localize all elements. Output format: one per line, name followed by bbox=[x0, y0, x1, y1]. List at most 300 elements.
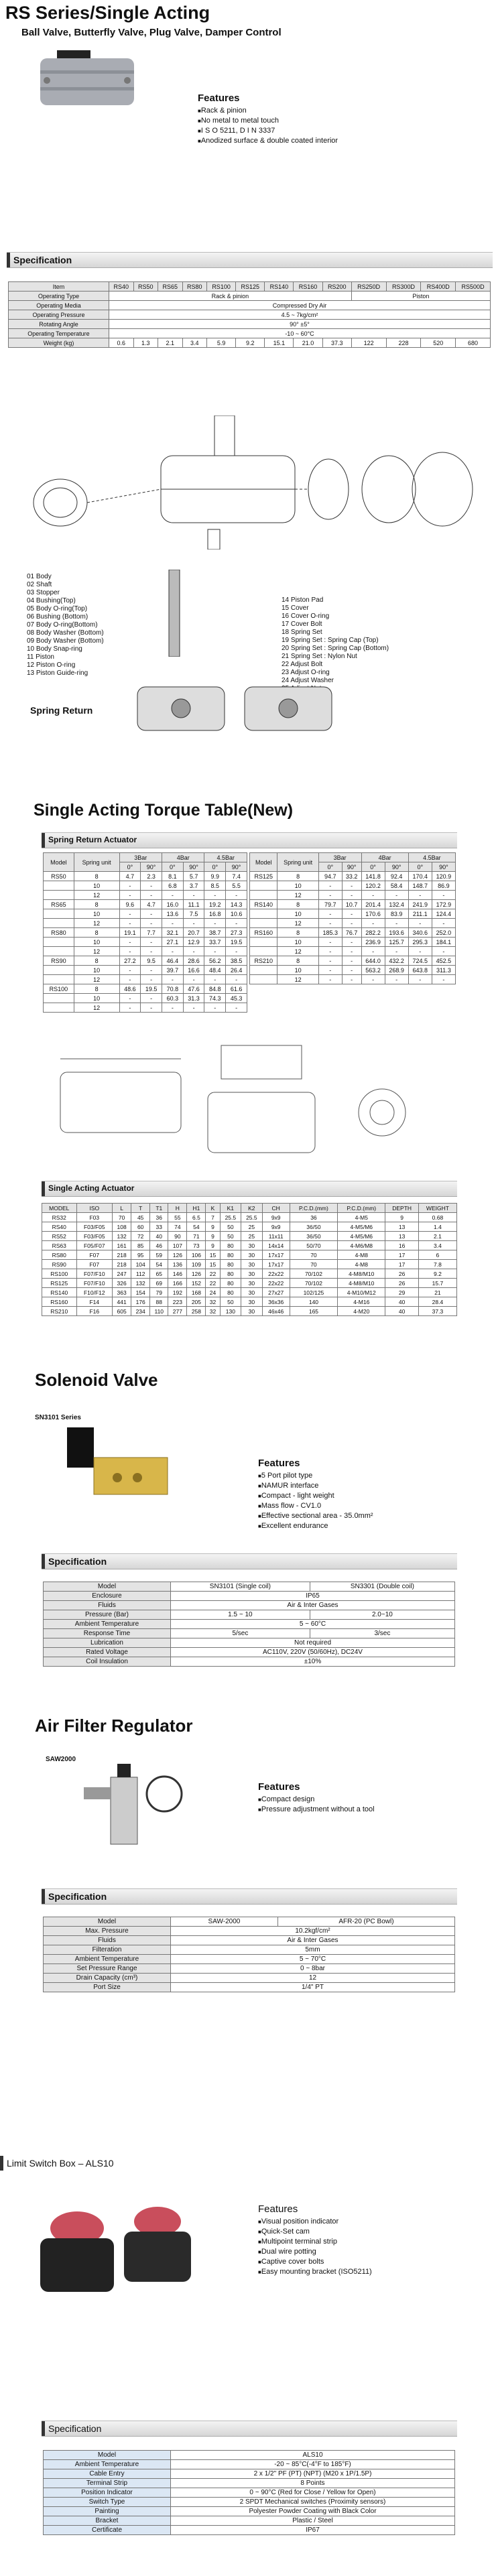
cell: 1.5 ~ 10 bbox=[171, 1610, 310, 1620]
cell: 311.3 bbox=[432, 966, 455, 975]
cell: F05/F07 bbox=[76, 1241, 113, 1250]
cell: 0.68 bbox=[418, 1213, 456, 1222]
cell: 83.9 bbox=[385, 909, 408, 919]
cell: - bbox=[119, 966, 141, 975]
torque-table-right bbox=[249, 852, 456, 984]
cell: 126 bbox=[168, 1250, 187, 1260]
part-label: 11 Piston bbox=[27, 653, 54, 661]
cell: - bbox=[119, 919, 141, 928]
cell bbox=[44, 1003, 74, 1013]
cell: 9 bbox=[206, 1232, 220, 1241]
cell: RS100 bbox=[207, 282, 236, 292]
cell: 132 bbox=[131, 1279, 150, 1288]
cell: 5 ~ 70°C bbox=[171, 1955, 455, 1964]
part-label: 01 Body bbox=[27, 573, 52, 580]
feature-item: ■ Rack & pinion bbox=[198, 106, 338, 116]
cell: 165 bbox=[290, 1307, 337, 1316]
cell: Operating Pressure bbox=[9, 310, 109, 320]
cell: 0° bbox=[162, 862, 183, 872]
cell: Fluids bbox=[44, 1601, 171, 1610]
cell: 17x17 bbox=[262, 1260, 290, 1269]
cell: - bbox=[318, 881, 342, 891]
cell: 7.8 bbox=[418, 1260, 456, 1269]
cell: SAW-2000 bbox=[171, 1917, 278, 1927]
cell: 30 bbox=[241, 1250, 263, 1260]
cell bbox=[44, 881, 74, 891]
cell: 9.6 bbox=[119, 900, 141, 909]
cell: 13.6 bbox=[162, 909, 183, 919]
cell: 11x11 bbox=[262, 1232, 290, 1241]
cell: 15.1 bbox=[265, 338, 294, 348]
cell: 8.5 bbox=[204, 881, 226, 891]
rs-title: RS Series/Single Acting bbox=[5, 3, 210, 23]
cell: 4-M5/M6 bbox=[338, 1222, 385, 1232]
cell: 192 bbox=[168, 1288, 187, 1297]
cell: 22x22 bbox=[262, 1269, 290, 1279]
cell: 12 bbox=[277, 947, 318, 956]
cell bbox=[250, 938, 277, 947]
cell: 90° ±5° bbox=[109, 320, 491, 329]
cell: Cable Entry bbox=[44, 2469, 171, 2479]
cell: Painting bbox=[44, 2507, 171, 2516]
cell: - bbox=[385, 947, 408, 956]
cell: 102/125 bbox=[290, 1288, 337, 1297]
cell: 7 bbox=[206, 1213, 220, 1222]
cell: 166 bbox=[168, 1279, 187, 1288]
cell: 19.5 bbox=[226, 938, 247, 947]
cell: RS50 bbox=[44, 872, 74, 881]
dimension-table bbox=[42, 1203, 457, 1316]
cell: Terminal Strip bbox=[44, 2479, 171, 2488]
cell: 9.2 bbox=[418, 1269, 456, 1279]
cell: Compressed Dry Air bbox=[109, 301, 491, 310]
cell: 36 bbox=[150, 1213, 168, 1222]
cell: K1 bbox=[220, 1204, 241, 1213]
cell: 33.7 bbox=[204, 938, 226, 947]
cell: 48.4 bbox=[204, 966, 226, 975]
cell: 141.8 bbox=[361, 872, 385, 881]
features-heading: Features bbox=[198, 92, 240, 104]
cell: 126 bbox=[187, 1269, 206, 1279]
cell: 10 bbox=[74, 966, 119, 975]
cell: RS90 bbox=[42, 1260, 77, 1269]
cell: 161 bbox=[113, 1241, 131, 1250]
cell: 16.8 bbox=[204, 909, 226, 919]
air-features bbox=[258, 1783, 375, 1815]
cell: - bbox=[119, 909, 141, 919]
part-label: 24 Adjust Washer bbox=[282, 677, 334, 684]
cell: Ambient Temperature bbox=[44, 1620, 171, 1629]
cell: CH bbox=[262, 1204, 290, 1213]
cell: 4-M8/M10 bbox=[338, 1269, 385, 1279]
cell: Ambient Temperature bbox=[44, 1955, 171, 1964]
cell: Model bbox=[44, 1917, 171, 1927]
cell: 25.5 bbox=[241, 1213, 263, 1222]
cell: - bbox=[226, 947, 247, 956]
cell: 8 bbox=[74, 872, 119, 881]
cell: 24 bbox=[206, 1288, 220, 1297]
cell: 50 bbox=[220, 1232, 241, 1241]
cell: 22 bbox=[206, 1279, 220, 1288]
cell bbox=[44, 919, 74, 928]
cell: 148.7 bbox=[408, 881, 432, 891]
cell: 185.3 bbox=[318, 928, 342, 938]
cell: 60 bbox=[131, 1222, 150, 1232]
cell: 140 bbox=[290, 1297, 337, 1307]
cell: 282.2 bbox=[361, 928, 385, 938]
cell: Spring unit bbox=[277, 853, 318, 872]
cell: 4-M8/M10 bbox=[338, 1279, 385, 1288]
cell: RS100 bbox=[44, 984, 74, 994]
cell: 70.8 bbox=[162, 984, 183, 994]
cell: 79 bbox=[150, 1288, 168, 1297]
cell: 19.2 bbox=[204, 900, 226, 909]
cell: 14x14 bbox=[262, 1241, 290, 1250]
cell: 9.5 bbox=[141, 956, 162, 966]
cell: 432.2 bbox=[385, 956, 408, 966]
cell: Piston bbox=[351, 292, 490, 301]
cell: Model bbox=[44, 853, 74, 872]
cell: RS160 bbox=[250, 928, 277, 938]
cell: F14 bbox=[76, 1297, 113, 1307]
cell: 37.3 bbox=[322, 338, 351, 348]
cell: 680 bbox=[456, 338, 491, 348]
cell: Not required bbox=[171, 1638, 455, 1648]
cell bbox=[44, 994, 74, 1003]
cell: - bbox=[226, 891, 247, 900]
cell: 17 bbox=[385, 1250, 418, 1260]
cell: F03/F05 bbox=[76, 1232, 113, 1241]
cell: 90° bbox=[385, 862, 408, 872]
cell: RS125 bbox=[42, 1279, 77, 1288]
cell: 25 bbox=[241, 1222, 263, 1232]
ls-spec-table bbox=[43, 2450, 455, 2535]
cell bbox=[250, 919, 277, 928]
part-label: 23 Adjust O-ring bbox=[282, 669, 330, 676]
cell: RS200 bbox=[322, 282, 351, 292]
cell: 104 bbox=[131, 1260, 150, 1269]
cell: - bbox=[318, 891, 342, 900]
cell: 32.1 bbox=[162, 928, 183, 938]
cell: 9 bbox=[206, 1241, 220, 1250]
cell: 0° bbox=[119, 862, 141, 872]
cell: SN3101 (Single coil) bbox=[171, 1582, 310, 1592]
cell: 7.5 bbox=[183, 909, 204, 919]
cell: 125.7 bbox=[385, 938, 408, 947]
cell: 4.5Bar bbox=[408, 853, 455, 862]
parts-list-left bbox=[27, 573, 104, 678]
solenoid-title: Solenoid Valve bbox=[35, 1370, 158, 1390]
cell: - bbox=[183, 919, 204, 928]
cell: RS300D bbox=[386, 282, 421, 292]
cell: 0° bbox=[204, 862, 226, 872]
cell: 61.6 bbox=[226, 984, 247, 994]
cell: F10/F12 bbox=[76, 1288, 113, 1297]
torque-title: Single Acting Torque Table(New) bbox=[34, 801, 294, 820]
cell: - bbox=[432, 891, 455, 900]
cell: 4.7 bbox=[119, 872, 141, 881]
part-label: 02 Shaft bbox=[27, 581, 52, 588]
cell: 25 bbox=[241, 1232, 263, 1241]
cell: 146 bbox=[168, 1269, 187, 1279]
cell: F07 bbox=[76, 1260, 113, 1269]
cell: 9 bbox=[385, 1213, 418, 1222]
cell: - bbox=[361, 975, 385, 984]
feature-item: ■ No metal to metal touch bbox=[198, 116, 338, 126]
cell: 19.5 bbox=[141, 984, 162, 994]
cell: 120.2 bbox=[361, 881, 385, 891]
cell: 12 bbox=[74, 947, 119, 956]
part-label: 06 Bushing (Bottom) bbox=[27, 613, 88, 621]
cell: Certificate bbox=[44, 2526, 171, 2535]
cell: 120.9 bbox=[432, 872, 455, 881]
cell: 6 bbox=[418, 1250, 456, 1260]
cell: 8 bbox=[277, 956, 318, 966]
cell: 340.6 bbox=[408, 928, 432, 938]
cell: RS210 bbox=[250, 956, 277, 966]
cell: - bbox=[318, 966, 342, 975]
cell: RS65 bbox=[44, 900, 74, 909]
feature-item: ■ Dual wire potting bbox=[258, 2247, 372, 2257]
ls-spec-bar: Specification bbox=[42, 2421, 457, 2437]
cell: 136 bbox=[168, 1260, 187, 1269]
cell: 90° bbox=[141, 862, 162, 872]
part-label: 16 Cover O-ring bbox=[282, 613, 330, 620]
cell: 90° bbox=[432, 862, 455, 872]
cell: 5mm bbox=[171, 1945, 455, 1955]
solenoid-features bbox=[258, 1459, 373, 1531]
cell: RS125 bbox=[250, 872, 277, 881]
feature-item: ■ Compact - light weight bbox=[258, 1491, 373, 1501]
cell: 22 bbox=[206, 1269, 220, 1279]
shaft-drawing bbox=[161, 570, 188, 657]
cell: RS80 bbox=[42, 1250, 77, 1260]
cell: 441 bbox=[113, 1297, 131, 1307]
cell: - bbox=[141, 891, 162, 900]
cell: 16.0 bbox=[162, 900, 183, 909]
cell: 37.3 bbox=[418, 1307, 456, 1316]
cell: - bbox=[141, 881, 162, 891]
cell: 92.4 bbox=[385, 872, 408, 881]
cell: 277 bbox=[168, 1307, 187, 1316]
cell: 13 bbox=[385, 1222, 418, 1232]
cell: RS140 bbox=[250, 900, 277, 909]
cell: 130 bbox=[220, 1307, 241, 1316]
solenoid-photo bbox=[60, 1424, 174, 1511]
cell: 5 ~ 60°C bbox=[171, 1620, 455, 1629]
cell: 90° bbox=[183, 862, 204, 872]
cell: 70 bbox=[290, 1260, 337, 1269]
rs-subtitle: Ball Valve, Butterfly Valve, Plug Valve, Damper Control bbox=[21, 27, 282, 38]
cell: 252.0 bbox=[432, 928, 455, 938]
cell: - bbox=[119, 947, 141, 956]
cell: 8 bbox=[74, 900, 119, 909]
cell bbox=[44, 909, 74, 919]
cell: 644.0 bbox=[361, 956, 385, 966]
cell: Operating Type bbox=[9, 292, 109, 301]
cell: - bbox=[318, 956, 342, 966]
cell: 218 bbox=[113, 1250, 131, 1260]
cell: H bbox=[168, 1204, 187, 1213]
cell: 4-M6/M8 bbox=[338, 1241, 385, 1250]
cell: RS40 bbox=[42, 1222, 77, 1232]
features-heading: Features bbox=[258, 2203, 298, 2215]
cell: 1.4 bbox=[418, 1222, 456, 1232]
cell: 27.3 bbox=[226, 928, 247, 938]
cell: - bbox=[408, 891, 432, 900]
cell: RS160 bbox=[42, 1297, 77, 1307]
cell: 28.4 bbox=[418, 1297, 456, 1307]
cell: 9.2 bbox=[236, 338, 265, 348]
cell: 0° bbox=[408, 862, 432, 872]
cell: 5.5 bbox=[226, 881, 247, 891]
cell: - bbox=[162, 1003, 183, 1013]
rs-spec-table bbox=[8, 281, 491, 348]
cell: - bbox=[162, 947, 183, 956]
cell: 26 bbox=[385, 1269, 418, 1279]
feature-item: ■ Quick-Set cam bbox=[258, 2227, 372, 2237]
cell: 21.0 bbox=[294, 338, 322, 348]
cell: 60.3 bbox=[162, 994, 183, 1003]
cell: 70/102 bbox=[290, 1269, 337, 1279]
cell: 80 bbox=[220, 1260, 241, 1269]
feature-item: ■ Easy mounting bracket (ISO5211) bbox=[258, 2267, 372, 2277]
cell: 0° bbox=[318, 862, 342, 872]
part-label: 03 Stopper bbox=[27, 589, 60, 596]
cell: RS250D bbox=[351, 282, 386, 292]
cell: RS32 bbox=[42, 1213, 77, 1222]
cell: - bbox=[183, 947, 204, 956]
cell: ALS10 bbox=[171, 2451, 455, 2460]
cell: - bbox=[141, 938, 162, 947]
cell: F07 bbox=[76, 1250, 113, 1260]
cell: Enclosure bbox=[44, 1592, 171, 1601]
cell bbox=[44, 891, 74, 900]
cell: 32 bbox=[206, 1297, 220, 1307]
cell: - bbox=[408, 975, 432, 984]
cell bbox=[250, 909, 277, 919]
cell bbox=[44, 947, 74, 956]
cell bbox=[250, 891, 277, 900]
part-label: 20 Spring Set : Spring Cap (Bottom) bbox=[282, 645, 389, 652]
cell: 88 bbox=[150, 1297, 168, 1307]
cell: 74 bbox=[168, 1222, 187, 1232]
cell: 38.5 bbox=[226, 956, 247, 966]
cell: 70 bbox=[113, 1213, 131, 1222]
cell: - bbox=[342, 909, 361, 919]
cell: Air & Inter Gases bbox=[171, 1936, 455, 1945]
limit-switch-photo bbox=[30, 2201, 204, 2302]
cell: 2.1 bbox=[418, 1232, 456, 1241]
cell: 295.3 bbox=[408, 938, 432, 947]
cell: 1.3 bbox=[133, 338, 158, 348]
cell: 30 bbox=[241, 1241, 263, 1250]
cell: SN3301 (Double coil) bbox=[310, 1582, 454, 1592]
cell: 8 bbox=[74, 984, 119, 994]
cell: 152 bbox=[187, 1279, 206, 1288]
cell: 12.9 bbox=[183, 938, 204, 947]
cell: 58.4 bbox=[385, 881, 408, 891]
cell: Port Size bbox=[44, 1983, 171, 1992]
cell: - bbox=[119, 1003, 141, 1013]
cell: RS80 bbox=[44, 928, 74, 938]
cell: 724.5 bbox=[408, 956, 432, 966]
cell: 10 bbox=[74, 938, 119, 947]
feature-item: ■ Anodized surface & double coated interior bbox=[198, 136, 338, 146]
cell: 79.7 bbox=[318, 900, 342, 909]
cell: 9.9 bbox=[204, 872, 226, 881]
cell: T1 bbox=[150, 1204, 168, 1213]
cell: Rotating Angle bbox=[9, 320, 109, 329]
cell: - bbox=[385, 975, 408, 984]
cell: 205 bbox=[187, 1297, 206, 1307]
cell: 605 bbox=[113, 1307, 131, 1316]
cell: 258 bbox=[187, 1307, 206, 1316]
cell: 3Bar bbox=[318, 853, 361, 862]
feature-item: ■ Excellent endurance bbox=[258, 1521, 373, 1531]
feature-item: ■ Mass flow - CV1.0 bbox=[258, 1501, 373, 1511]
part-label: 13 Piston Guide-ring bbox=[27, 669, 88, 677]
cell: 124.4 bbox=[432, 909, 455, 919]
spring-return-diagrams bbox=[134, 677, 335, 740]
cell: - bbox=[318, 919, 342, 928]
cell: - bbox=[141, 909, 162, 919]
cell: - bbox=[342, 947, 361, 956]
part-label: 08 Body Washer (Bottom) bbox=[27, 629, 104, 637]
torque-table-left bbox=[43, 852, 247, 1013]
cell bbox=[250, 975, 277, 984]
cell: - bbox=[183, 891, 204, 900]
cell: 16.6 bbox=[183, 966, 204, 975]
cell: MODEL bbox=[42, 1204, 77, 1213]
cell: 4.7 bbox=[141, 900, 162, 909]
cell: Ambient Temperature bbox=[44, 2460, 171, 2469]
cell: 8 bbox=[277, 900, 318, 909]
spring-return-label: Spring Return bbox=[30, 705, 93, 716]
cell: 27x27 bbox=[262, 1288, 290, 1297]
cell: 4-M5 bbox=[338, 1213, 385, 1222]
cell: 10.2kgf/cm² bbox=[171, 1927, 455, 1936]
cell: 326 bbox=[113, 1279, 131, 1288]
cell: RS100 bbox=[42, 1269, 77, 1279]
features-heading: Features bbox=[258, 1458, 300, 1469]
cell: 10 bbox=[74, 881, 119, 891]
cell: 132.4 bbox=[385, 900, 408, 909]
cell: 12 bbox=[277, 891, 318, 900]
cell: 59 bbox=[150, 1250, 168, 1260]
feature-item: ■ 5 Port pilot type bbox=[258, 1471, 373, 1481]
cell: - bbox=[141, 966, 162, 975]
cell: 90° bbox=[342, 862, 361, 872]
part-label: 19 Spring Set : Spring Cap (Top) bbox=[282, 637, 379, 644]
cell: - bbox=[183, 975, 204, 984]
cell: 10 bbox=[277, 909, 318, 919]
cell: - bbox=[162, 975, 183, 984]
cell: 33.2 bbox=[342, 872, 361, 881]
cell: 193.6 bbox=[385, 928, 408, 938]
cell: - bbox=[342, 881, 361, 891]
cell: - bbox=[226, 919, 247, 928]
cell: 201.4 bbox=[361, 900, 385, 909]
cell: RS63 bbox=[42, 1241, 77, 1250]
cell: 8 Points bbox=[171, 2479, 455, 2488]
cell: 4-M8 bbox=[338, 1260, 385, 1269]
cell: 268.9 bbox=[385, 966, 408, 975]
cell: 80 bbox=[220, 1250, 241, 1260]
air-filter-photo bbox=[70, 1764, 204, 1851]
cell: 90 bbox=[168, 1232, 187, 1241]
rs-spec-bar: Specification bbox=[7, 252, 493, 268]
